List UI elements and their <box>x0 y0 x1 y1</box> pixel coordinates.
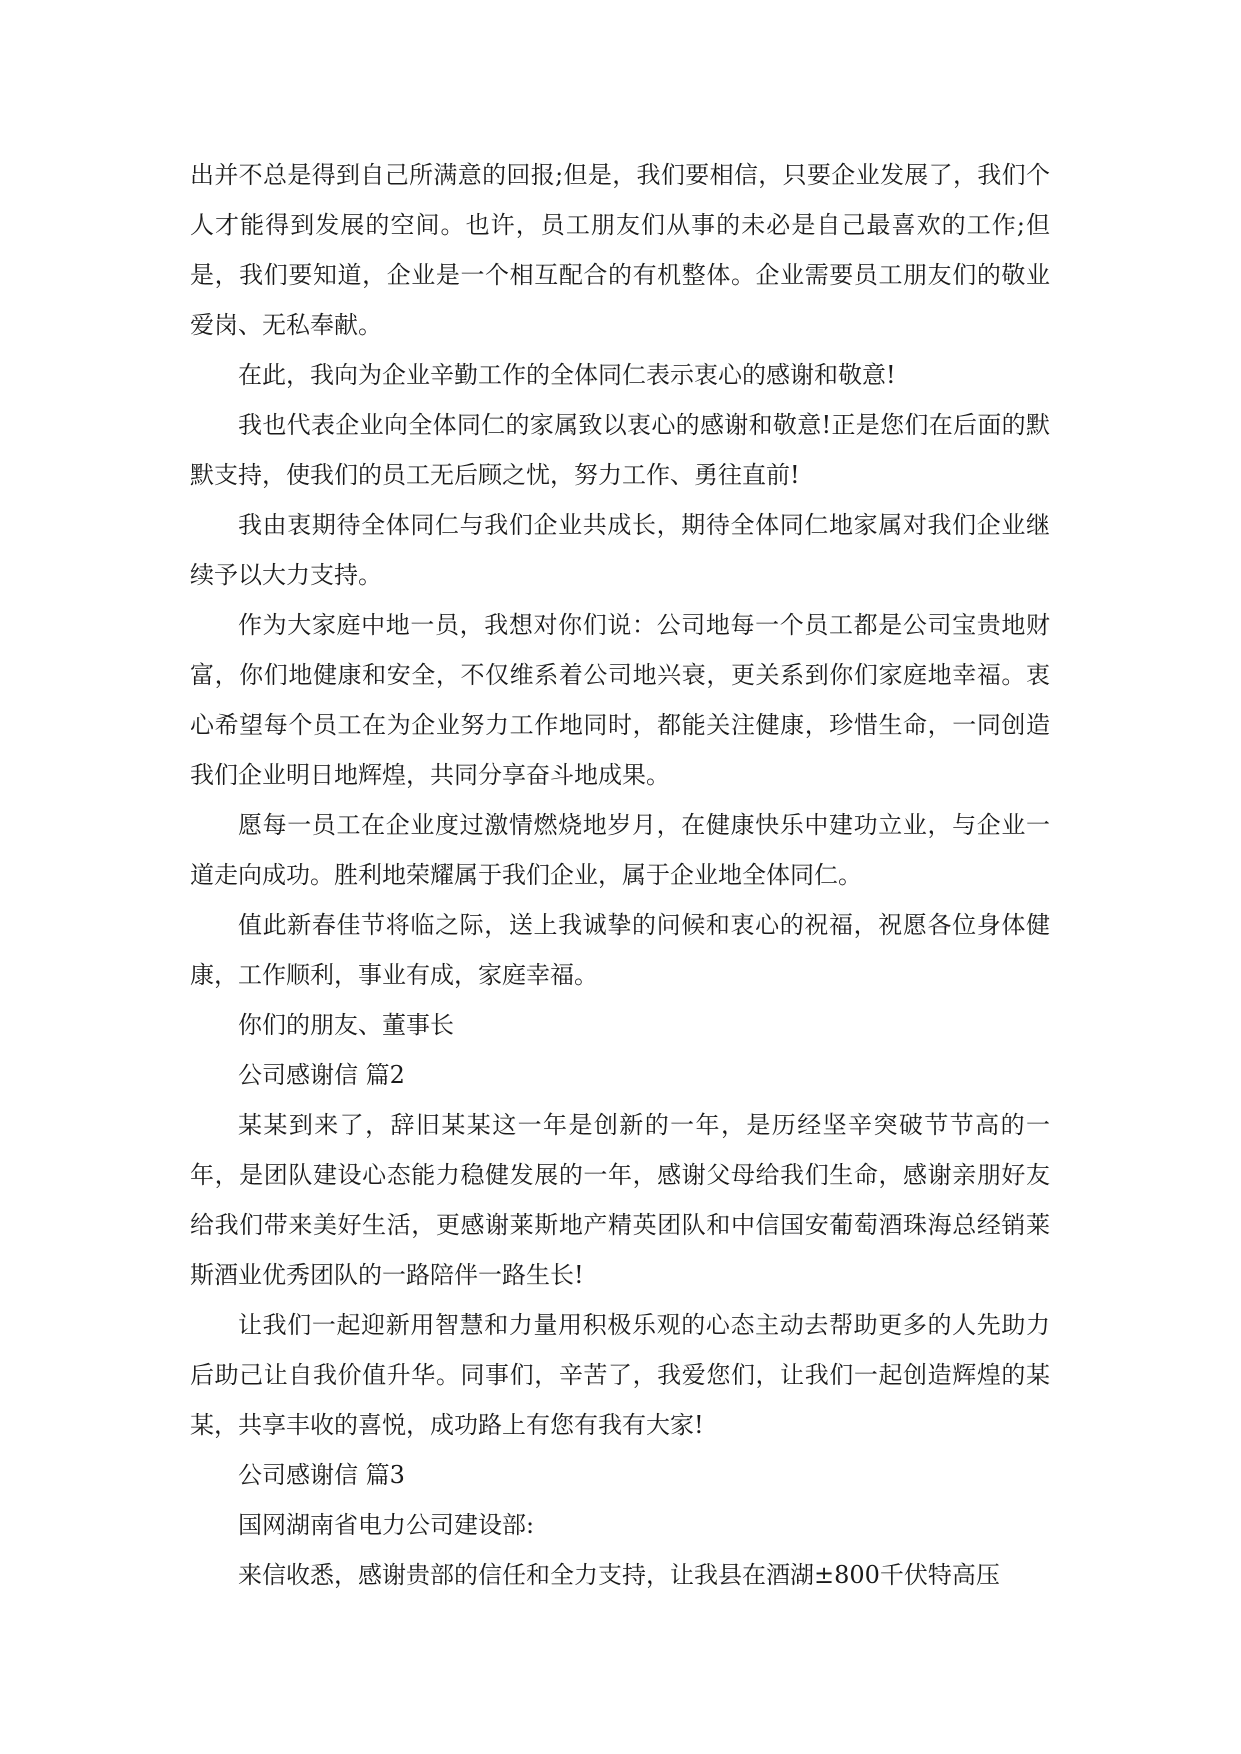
paragraph: 出并不总是得到自己所满意的回报;但是，我们要相信，只要企业发展了，我们个人才能得到发展的空间。也许，员工朋友们从事的未必是自己最喜欢的工作;但是，我们要知道，企业是一个相互配合的有机整体。企业需要员工朋友们的敬业爱岗、无私奉献。 <box>190 161 1050 339</box>
document-body <box>190 150 1050 1600</box>
section-heading: 公司感谢信 篇3 <box>238 1461 405 1489</box>
salutation: 国网湖南省电力公司建设部: <box>238 1511 535 1539</box>
paragraph: 我由衷期待全体同仁与我们企业共成长，期待全体同仁地家属对我们企业继续予以大力支持。 <box>190 511 1050 589</box>
paragraph: 我也代表企业向全体同仁的家属致以衷心的感谢和敬意!正是您们在后面的默默支持，使我们的员工无后顾之忧，努力工作、勇往直前! <box>190 411 1050 489</box>
paragraph: 来信收悉，感谢贵部的信任和全力支持，让我县在酒湖±800千伏特高压 <box>238 1561 1000 1589</box>
paragraph: 作为大家庭中地一员，我想对你们说：公司地每一个员工都是公司宝贵地财富，你们地健康和安全，不仅维系着公司地兴衰，更关系到你们家庭地幸福。衷心希望每个员工在为企业努力工作地同时，都能关注健康，珍惜生命，一同创造我们企业明日地辉煌，共同分享奋斗地成果。 <box>190 611 1050 789</box>
paragraph: 在此，我向为企业辛勤工作的全体同仁表示衷心的感谢和敬意! <box>238 361 896 389</box>
paragraph: 值此新春佳节将临之际，送上我诚挚的问候和衷心的祝福，祝愿各位身体健康，工作顺利，事业有成，家庭幸福。 <box>190 911 1050 989</box>
signature-line: 你们的朋友、董事长 <box>238 1011 454 1039</box>
paragraph: 某某到来了，辞旧某某这一年是创新的一年，是历经坚辛突破节节高的一年，是团队建设心态能力稳健发展的一年，感谢父母给我们生命，感谢亲朋好友给我们带来美好生活，更感谢莱斯地产精英团队和中信国安葡萄酒珠海总经销莱斯酒业优秀团队的一路陪伴一路生长! <box>190 1111 1050 1289</box>
paragraph: 愿每一员工在企业度过激情燃烧地岁月，在健康快乐中建功立业，与企业一道走向成功。胜利地荣耀属于我们企业，属于企业地全体同仁。 <box>190 811 1050 889</box>
section-heading: 公司感谢信 篇2 <box>238 1061 405 1089</box>
paragraph: 让我们一起迎新用智慧和力量用积极乐观的心态主动去帮助更多的人先助力后助己让自我价值升华。同事们，辛苦了，我爱您们，让我们一起创造辉煌的某某，共享丰收的喜悦，成功路上有您有我有大家! <box>190 1311 1050 1439</box>
